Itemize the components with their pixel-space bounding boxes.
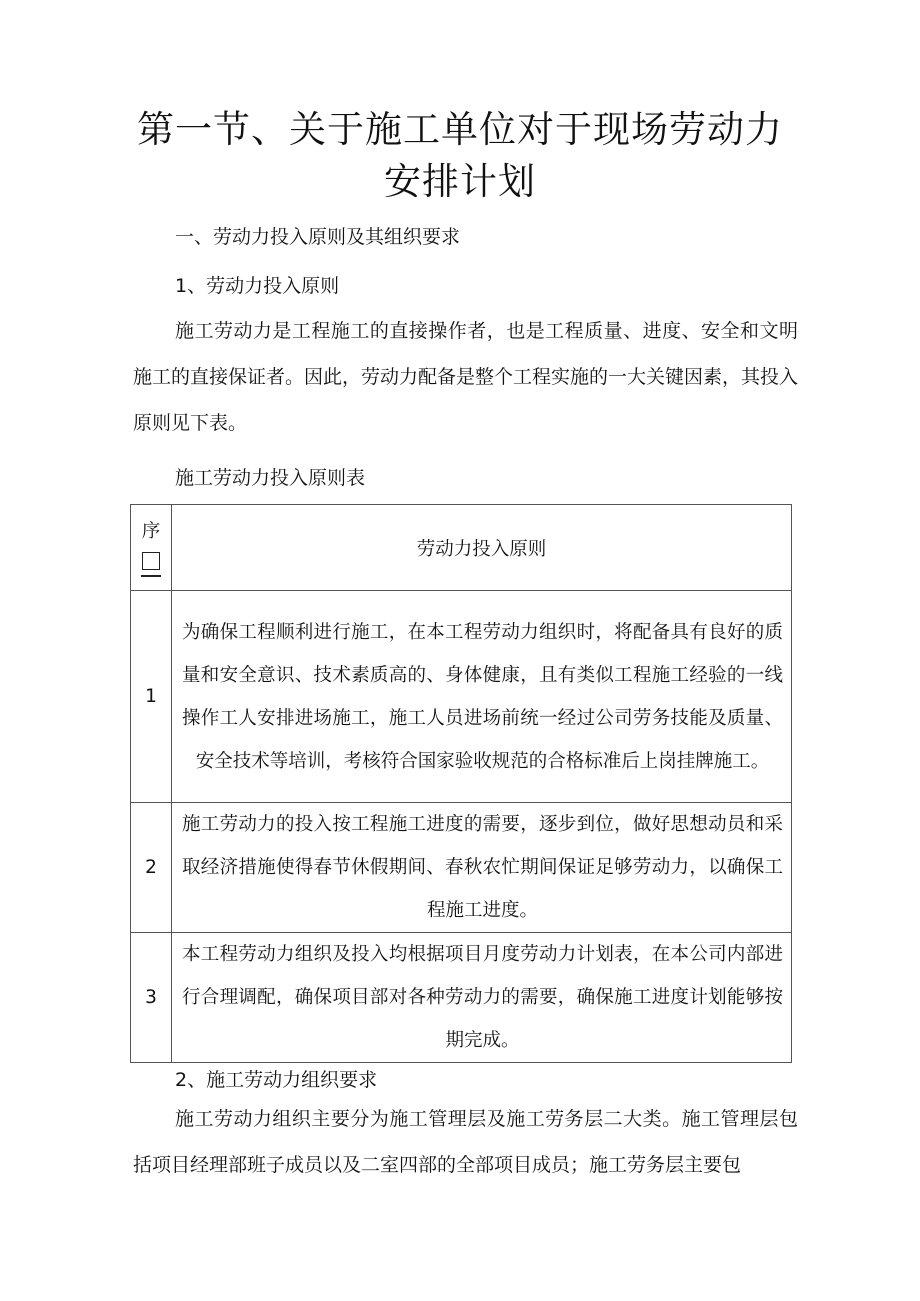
table-caption: 施工劳动力投入原则表 (175, 467, 366, 489)
table-header-number: 序 (141, 521, 161, 543)
section-heading: 一、劳动力投入原则及其组织要求 (175, 226, 461, 248)
body-paragraph-1: 施工劳动力是工程施工的直接操作者，也是工程质量、进度、安全和文明施工的直接保证者。因此，劳动力配备是整个工程实施的一大关键因素，其投入原则见下表。 (133, 320, 799, 434)
table-row-number: 1 (131, 591, 172, 803)
table-row (131, 933, 792, 1063)
principles-table (130, 504, 792, 1063)
table-row-text: 为确保工程顺利进行施工，在本工程劳动力组织时，将配备具有良好的质量和安全意识、技术素质高的、身体健康，且有类似工程施工经验的一线操作工人安排进场施工，施工人员进场前统一经过公司劳务技能及质量、安全技术等培训，考核符合国家验收规范的合格标准后上岗挂牌施工。 (172, 591, 792, 803)
subsection-heading-2: 2、施工劳动力组织要求 (175, 1069, 378, 1091)
table-row (131, 591, 792, 803)
document-title-line1: 第一节、关于施工单位对于现场劳动力 (137, 108, 783, 151)
table-header-row (131, 505, 792, 591)
table-header-number-cell (131, 505, 172, 591)
table-row (131, 803, 792, 933)
table-header-title: 劳动力投入原则 (172, 505, 792, 591)
body-paragraph-2: 施工劳动力组织主要分为施工管理层及施工劳务层二大类。施工管理层包括项目经理部班子成员以及二室四部的全部项目成员；施工劳务层主要包 (133, 1108, 798, 1176)
table-row-number: 2 (131, 803, 172, 933)
missing-glyph-icon (131, 546, 171, 577)
table-row-number: 3 (131, 933, 172, 1063)
document-title-line2: 安排计划 (384, 160, 536, 203)
table-row-text: 施工劳动力的投入按工程施工进度的需要，逐步到位，做好思想动员和采取经济措施使得春节休假期间、春秋农忙期间保证足够劳动力，以确保工程施工进度。 (172, 803, 792, 933)
table-row-text: 本工程劳动力组织及投入均根据项目月度劳动力计划表，在本公司内部进行合理调配，确保项目部对各种劳动力的需要，确保施工进度计划能够按期完成。 (172, 933, 792, 1063)
subsection-heading-1: 1、劳动力投入原则 (175, 275, 340, 297)
